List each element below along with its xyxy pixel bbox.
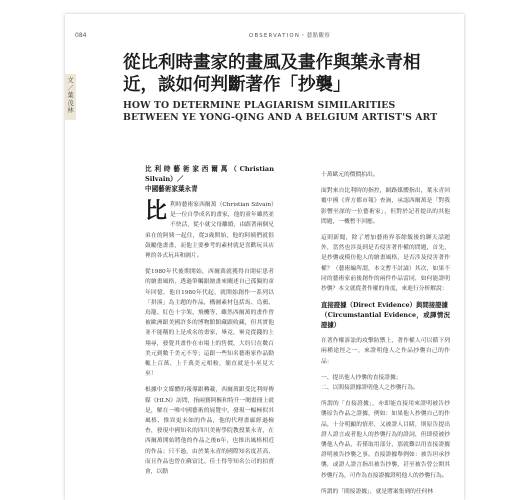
page-number: 084	[75, 32, 87, 39]
section-heading-line1: 比利時藝術家西爾萬（Christian Silvain）／	[145, 165, 274, 183]
article-title-zh: 從比利時畫家的畫風及畫作與葉永青相近，談如何判斷著作「抄襲」	[123, 53, 421, 95]
running-head	[249, 31, 330, 39]
body-paragraph: 在著作權訴訟的攻擊防禦上，著作權人可以循下列兩種途徑之一，來證明他人之作品抄襲自己的作品：	[321, 338, 450, 365]
list-item: 二、以間接證據證明他人之抄襲行為。	[321, 385, 419, 392]
body-paragraph: 這則新聞，除了增加藝術界茶餘飯後的聊天話題外，當然也涉及到是否侵害著作權的問題，首先，是抄襲或模仿他人的繪畫風格，是否涉及侵害著作權？（藝術編所謂，本文暫不討論）其次，如果不同的藝術家前後創作的兩件作品雷同，如何能證明抄襲？本文就從著作權的角度，來進行分析解說：	[321, 235, 450, 293]
right-column	[321, 170, 450, 497]
body-paragraph: 從1980年代後期開始，西爾萬就獲得自閉症患者的繪畫風格，透過筆觸跟繪畫來闡述自己孤獨的童年回憶，他自1980年代起，就開始創作一系列以「拼湊」為主題的作品，構圖素材包括馬、烏鴉、鳥籠、紅色十字架、飛機等，雖然西爾萬的畫作曾被歐洲跟美國許多的博物館館藏跟收藏，但其實他並不能稱的上是成名的畫家，畢竟，畢竟從錢的上翔尋，發覺其畫作在市場上的售價，大約只在數百美元到數千美元不等；這跟一些知名藝術家作品動輒上百萬、上千萬美元相較，簡直就是小巫見大巫！	[145, 269, 274, 378]
body-paragraph: 所謂的「直接證據」，亦即能直接用來證明被告抄襲原告作品之證據，例如：如果他人抄襲自己的作品，十分明顯的情形，又被證人目睹，則原告提出證人證言或者他人的抄襲行為的證詞，但即使被抄襲他人作品，若僅取用部分，那就難以用直接證據證明被告抄襲之事。直接證據舉例如：被告坦承抄襲，或證人證言指出被告抄襲，甚至被告曾公開其抄襲行為，可作為直接證據證明他人的抄襲行為。	[321, 401, 450, 479]
intro-paragraph-text: 利時藝術家西爾萬（Christian Silvain）是一位自學成名的畫家，他的童年雖然並不快活，從小就父母離婚，由跟著兩個兄弟在的阿姨一起住，從3歲開始，他的阿姨們就很鼓勵他畫畫，而他主要參考的素材就是喜歡玩具店裡的各式玩具和圖片。	[145, 202, 274, 260]
running-head-divider: ・	[300, 33, 307, 39]
drop-cap: 比	[145, 198, 168, 224]
author-label: 文／葉茂林	[67, 77, 74, 115]
body-paragraph: 所謂的「間接證據」，就是將案集到的任何林	[321, 488, 434, 495]
running-head-section: OBSERVATION	[249, 33, 301, 39]
article-title-en: HOW TO DETERMINE PLAGIARISM SIMILARITIES BETWEEN YE YONG-QING AND A BELGIUM ARTIST'S ART	[123, 100, 438, 123]
running-head-subsection: 藝點觀察	[306, 33, 331, 39]
section-heading	[145, 164, 274, 194]
intro-paragraph	[145, 200, 274, 261]
subsection-heading-line1: 直接證據（Direct Evidence）與間接證據	[321, 301, 448, 310]
section-heading-line2: 中國藝術家葉永青	[145, 185, 198, 193]
evidence-list	[321, 373, 450, 393]
body-paragraph: 十萬歐元的價價拍出。	[321, 172, 379, 178]
subsection-heading	[321, 300, 450, 330]
subsection-heading-line2: （Circumstantial Evidence，或譯情況證據）	[321, 311, 450, 330]
body-paragraph: 面對來自比利時的指控，網路媒體指出，葉永青回覆中國《齊方都市報》查詢，承認西爾萬是「對我影響至深的一位藝術家」，但對於記者提出的其他問題，一概暫不回應。	[321, 188, 450, 225]
list-item: 一、提出他人抄襲的直接證據；	[321, 374, 402, 381]
left-column	[145, 164, 274, 477]
body-paragraph: 根據中文媒體的報導跟轉載，西爾萬跟受比利時傳媒《HLN》訪問，指兩賽阿樞和特升一閱畫冊上就是，解在一唯中國藝術的展覽中，發現一幅極似其風格、惟異更未如的作品，他的代理畫廊經過檢查，發現中國知名的四川美術學院教授葉永青，在西爾萬開始將他的作品之後6年，也推出風格相近的作品；只不過，由於葉永青的國際知名度甚高，而且作品也曾在蘇富比、佳士得等知名公司的拍賣會，以動	[145, 387, 274, 476]
magazine-page	[65, 14, 464, 500]
